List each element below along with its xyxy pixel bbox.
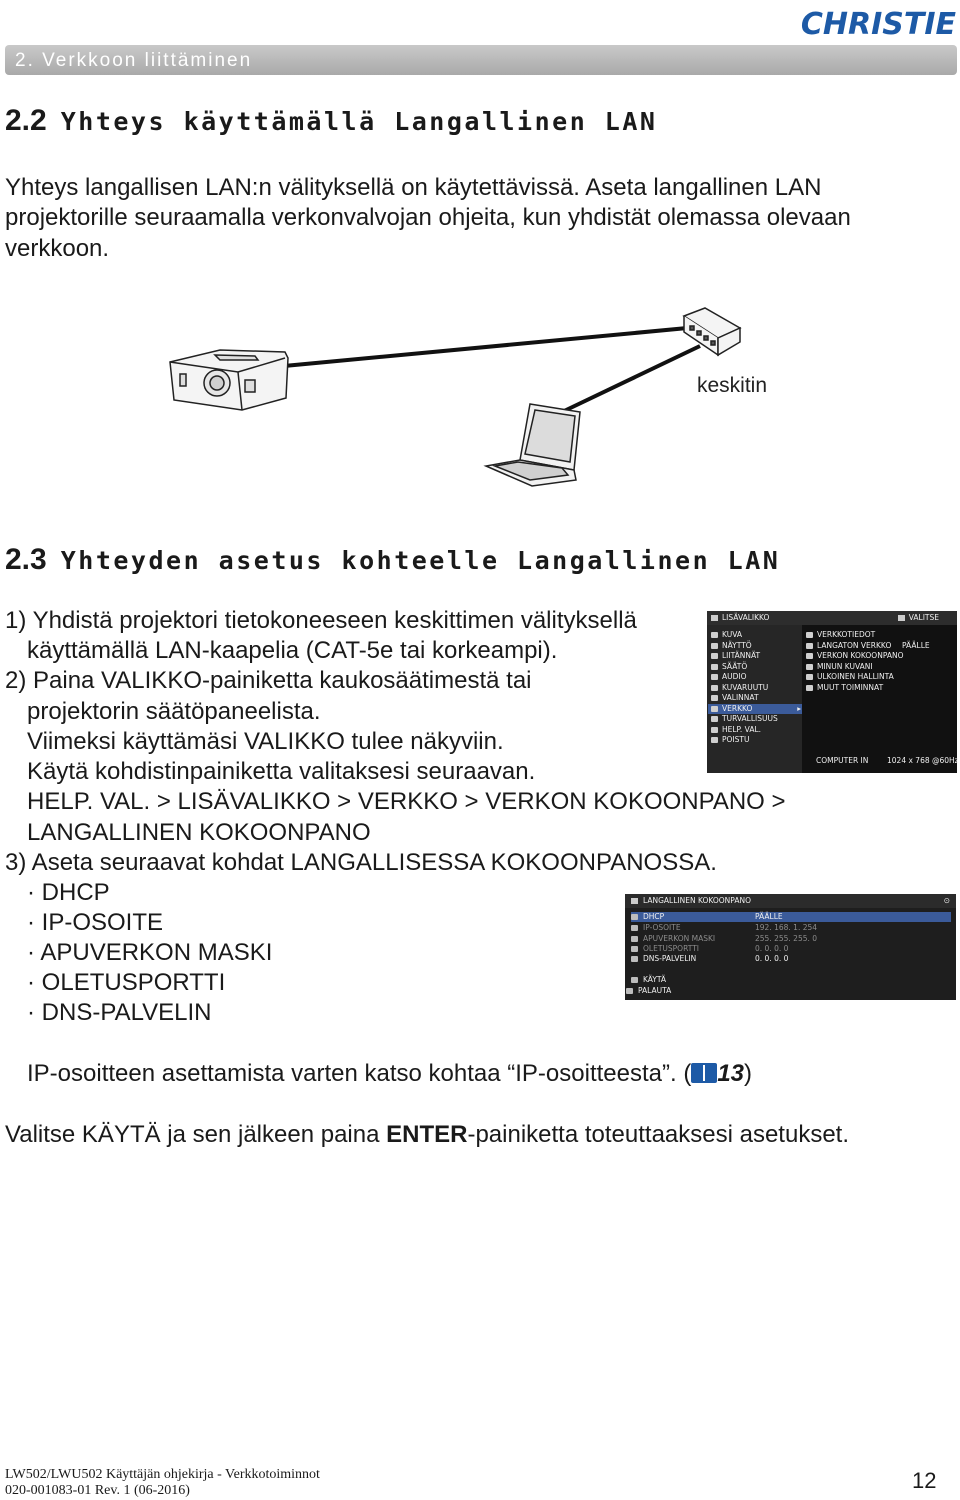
bullet-subnet-mask: · APUVERKON MASKI	[27, 939, 273, 966]
menu-item-liitannat[interactable]: LIITÄNNÄT	[711, 651, 760, 661]
menu-item-naytto[interactable]: NÄYTTÖ	[711, 641, 752, 651]
step-2-line-3: Viimeksi käyttämäsi VALIKKO tulee näkyviin.	[27, 728, 504, 755]
footer-document-id: 020-001083-01 Rev. 1 (06-2016)	[5, 1483, 190, 1498]
menu-item-saato[interactable]: SÄÄTÖ	[711, 662, 747, 672]
submenu-verkon-kokoonpano[interactable]: VERKON KOKOONPANO	[806, 651, 904, 661]
ip-note: IP-osoitteen asettamista varten katso kohtaa “IP-osoitteesta”. ( 13)	[27, 1060, 753, 1087]
setting-row-dns-server[interactable]: DNS-PALVELIN 0. 0. 0. 0	[631, 954, 951, 964]
setting-row-ip-address[interactable]: IP-OSOITE 192. 168. 1. 254	[631, 923, 951, 933]
menu-title: LANGALLINEN KOKOONPANO	[631, 894, 751, 908]
apply-button[interactable]: KÄYTÄ	[631, 975, 951, 985]
submenu-ulkoinen-hallinta[interactable]: ULKOINEN HALLINTA	[806, 672, 894, 682]
menu-path-line-2: LANGALLINEN KOKOONPANO	[27, 819, 371, 846]
step-1-line-1: 1) Yhdistä projektori tietokoneeseen keskittimen välityksellä	[5, 607, 637, 634]
section-title: Yhteys käyttämällä Langallinen LAN	[60, 107, 658, 136]
submenu-muut-toiminnat[interactable]: MUUT TOIMINNAT	[806, 683, 883, 693]
bullet-ip-address: · IP-OSOITE	[27, 909, 164, 936]
section-2-2-heading	[5, 106, 657, 137]
menu-right-column	[802, 625, 957, 773]
reset-button[interactable]: PALAUTA	[626, 986, 946, 996]
step-2-line-4: Käytä kohdistinpainiketta valitaksesi seuraavan.	[27, 758, 536, 785]
section-number: 2.3	[5, 543, 47, 576]
wired-setup-menu-screenshot	[625, 894, 956, 1000]
submenu-langaton-verkko[interactable]: LANGATON VERKKO PÄÄLLE	[806, 641, 891, 651]
menu-item-kuva[interactable]: KUVA	[711, 630, 742, 640]
menu-path-line-1: HELP. VAL. > LISÄVALIKKO > VERKKO > VERKON KOKOONPANO >	[27, 788, 786, 815]
menu-left-column	[707, 625, 802, 773]
menu-item-help-val[interactable]: HELP. VAL.	[711, 725, 761, 735]
chapter-title: 2. Verkkoon liittäminen	[15, 50, 253, 71]
menu-title: LISÄVALIKKO	[711, 611, 769, 625]
section-number: 2.2	[5, 104, 47, 137]
menu-item-poistu[interactable]: POISTU	[711, 735, 749, 745]
menu-item-turvallisuus[interactable]: TURVALLISUUS	[711, 714, 778, 724]
menu-item-valinnat[interactable]: VALINNAT	[711, 693, 759, 703]
bullet-default-gateway: · OLETUSPORTTI	[27, 969, 226, 996]
menu-item-audio[interactable]: AUDIO	[711, 672, 747, 682]
input-resolution: 1024 x 768 @60Hz	[887, 756, 959, 765]
submenu-verkkotiedot[interactable]: VERKKOTIEDOT	[806, 630, 875, 640]
cable-laptop-hub	[562, 346, 700, 412]
input-source: COMPUTER IN	[816, 756, 869, 765]
book-icon	[691, 1063, 717, 1083]
brand-logo: CHRISTIE	[800, 7, 956, 42]
bullet-dhcp: · DHCP	[27, 879, 110, 906]
enter-key-label: ENTER	[386, 1121, 468, 1148]
footer-manual-title: LW502/LWU502 Käyttäjän ohjekirja - Verkkotoiminnot	[5, 1467, 320, 1482]
menu-item-verkko[interactable]: VERKKO ▸	[708, 704, 803, 714]
step-3-line: 3) Aseta seuraavat kohdat LANGALLISESSA KOKOONPANOSSA.	[5, 849, 717, 876]
menu-title-bar	[707, 611, 957, 625]
menu-select-icon: ⊙	[943, 896, 950, 905]
page-reference-link[interactable]: 13	[717, 1060, 745, 1087]
menu-item-kuvaruutu[interactable]: KUVARUUTU	[711, 683, 768, 693]
network-diagram	[160, 300, 768, 500]
submenu-minun-kuvani[interactable]: MINUN KUVANI	[806, 662, 873, 672]
setting-row-subnet-mask[interactable]: APUVERKON MASKI 255. 255. 255. 0	[631, 934, 951, 944]
cable-projector-hub	[284, 327, 698, 366]
menu-select-hint: VALITSE	[898, 611, 939, 625]
step-2-line-2: projektorin säätöpaneelista.	[27, 698, 321, 725]
step-2-line-1: 2) Paina VALIKKO-painiketta kaukosäätimestä tai	[5, 667, 532, 694]
bullet-dns-server: · DNS-PALVELIN	[27, 999, 212, 1026]
step-1-line-2: käyttämällä LAN-kaapelia (CAT-5e tai korkeampi).	[27, 637, 558, 664]
section-title: Yhteyden asetus kohteelle Langallinen LAN	[60, 546, 781, 575]
advanced-menu-screenshot	[707, 611, 957, 773]
laptop-icon	[486, 404, 580, 486]
section-2-3-heading	[5, 545, 780, 576]
menu-title-bar	[625, 894, 956, 908]
intro-paragraph: Yhteys langallisen LAN:n välityksellä on käytettävissä. Aseta langallinen LAN projektorille seuraamalla verkonvalvojan ohjeita, kun yhdistät olemassa olevaan verkkoon.	[5, 174, 851, 262]
hub-label: keskitin	[697, 374, 768, 397]
page-number: 12	[912, 1468, 937, 1493]
projector-icon	[170, 350, 288, 410]
final-instruction: Valitse KÄYTÄ ja sen jälkeen paina ENTER-painiketta toteuttaaksesi asetukset.	[5, 1121, 850, 1148]
setting-row-default-gateway[interactable]: OLETUSPORTTI 0. 0. 0. 0	[631, 944, 951, 954]
setting-row-dhcp[interactable]: DHCP PÄÄLLE	[631, 912, 951, 922]
